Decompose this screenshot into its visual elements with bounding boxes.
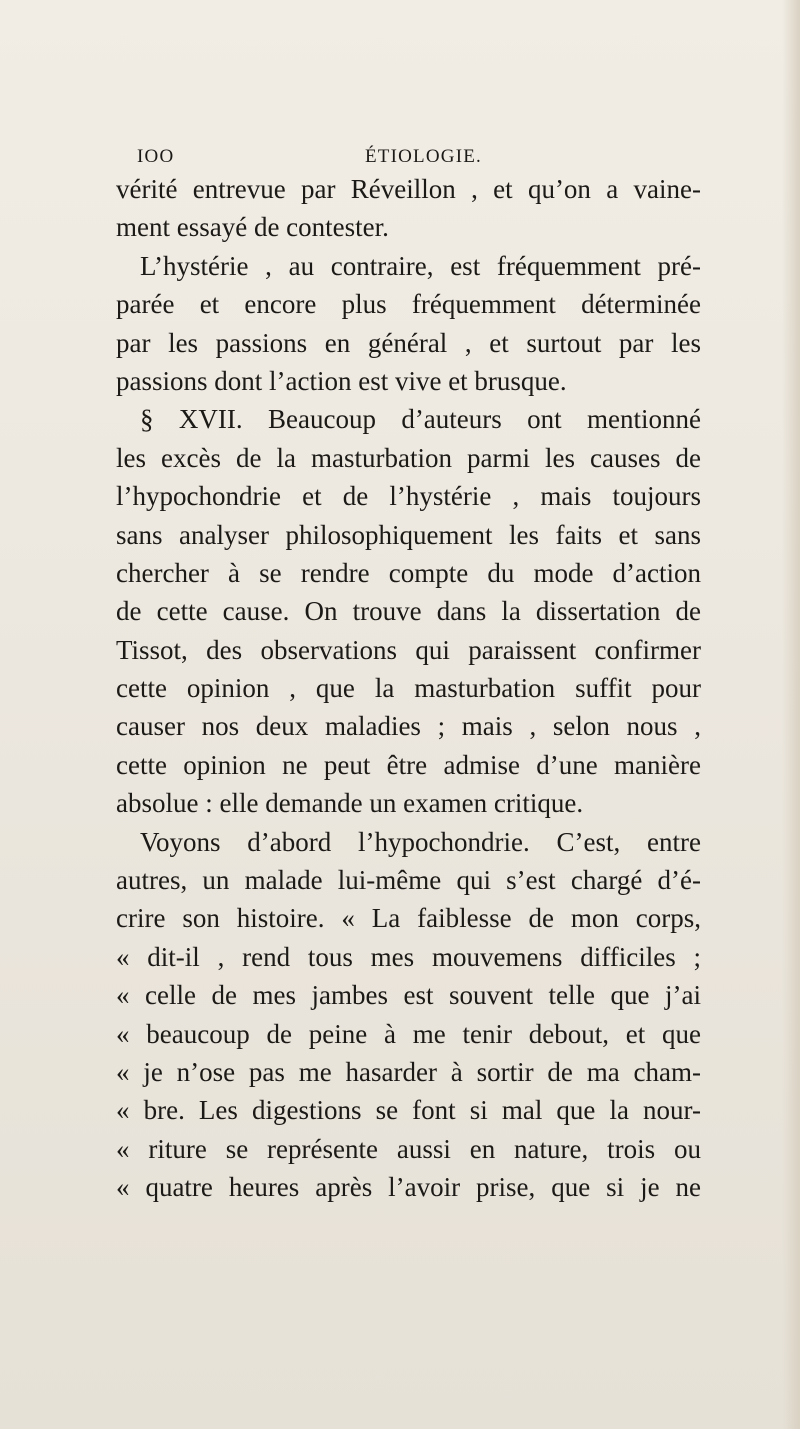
text-line: ment essayé de contester. bbox=[116, 212, 389, 243]
text-line: « dit-il , rend tous mes mouvemens difficiles ; bbox=[116, 941, 701, 972]
text-line: vérité entrevue par Réveillon , et qu’on a vaine- bbox=[116, 174, 701, 204]
page-header bbox=[137, 146, 697, 168]
text-line: cette opinion , que la masturbation suffit pour bbox=[116, 673, 701, 704]
text-line: de cette cause. On trouve dans la dissertation de bbox=[116, 596, 701, 627]
text-line: sans analyser philosophiquement les faits et sans bbox=[116, 519, 701, 550]
page-edge-shadow bbox=[782, 0, 800, 1429]
body-text bbox=[116, 170, 701, 1207]
page-number: IOO bbox=[137, 146, 175, 167]
text-line: « quatre heures après l’avoir prise, que si je ne bbox=[116, 1172, 701, 1203]
running-title: ÉTIOLOGIE. bbox=[365, 146, 482, 167]
text-line: passions dont l’action est vive et brusque. bbox=[116, 365, 567, 396]
text-line: § XVII. Beaucoup d’auteurs ont mentionné bbox=[140, 404, 701, 435]
text-line: cette opinion ne peut être admise d’une manière bbox=[116, 749, 701, 780]
text-line: Voyons d’abord l’hypochondrie. C’est, entre bbox=[140, 826, 701, 857]
text-line: causer nos deux maladies ; mais , selon nous , bbox=[116, 711, 701, 742]
text-line: autres, un malade lui-même qui s’est chargé d’é- bbox=[116, 865, 701, 896]
text-line: absolue : elle demande un examen critique. bbox=[116, 788, 584, 819]
text-line: L’hystérie , au contraire, est fréquemment pré- bbox=[140, 250, 701, 281]
text-line: chercher à se rendre compte du mode d’action bbox=[116, 557, 701, 588]
text-line: Tissot, des observations qui paraissent confirmer bbox=[116, 634, 701, 665]
text-line: « beaucoup de peine à me tenir debout, et que bbox=[116, 1018, 701, 1049]
text-line: « riture se représente aussi en nature, trois ou bbox=[116, 1133, 701, 1164]
text-line: « bre. Les digestions se font si mal que la nour- bbox=[116, 1095, 701, 1126]
text-line: « celle de mes jambes est souvent telle que j’ai bbox=[116, 980, 701, 1011]
text-line: crire son histoire. « La faiblesse de mon corps, bbox=[116, 903, 701, 934]
text-line: l’hypochondrie et de l’hystérie , mais toujours bbox=[116, 481, 701, 512]
text-line: par les passions en général , et surtout par les bbox=[116, 327, 701, 358]
text-line: les excès de la masturbation parmi les causes de bbox=[116, 442, 701, 473]
text-line: parée et encore plus fréquemment déterminée bbox=[116, 289, 701, 320]
text-line: « je n’ose pas me hasarder à sortir de ma cham- bbox=[116, 1056, 701, 1087]
